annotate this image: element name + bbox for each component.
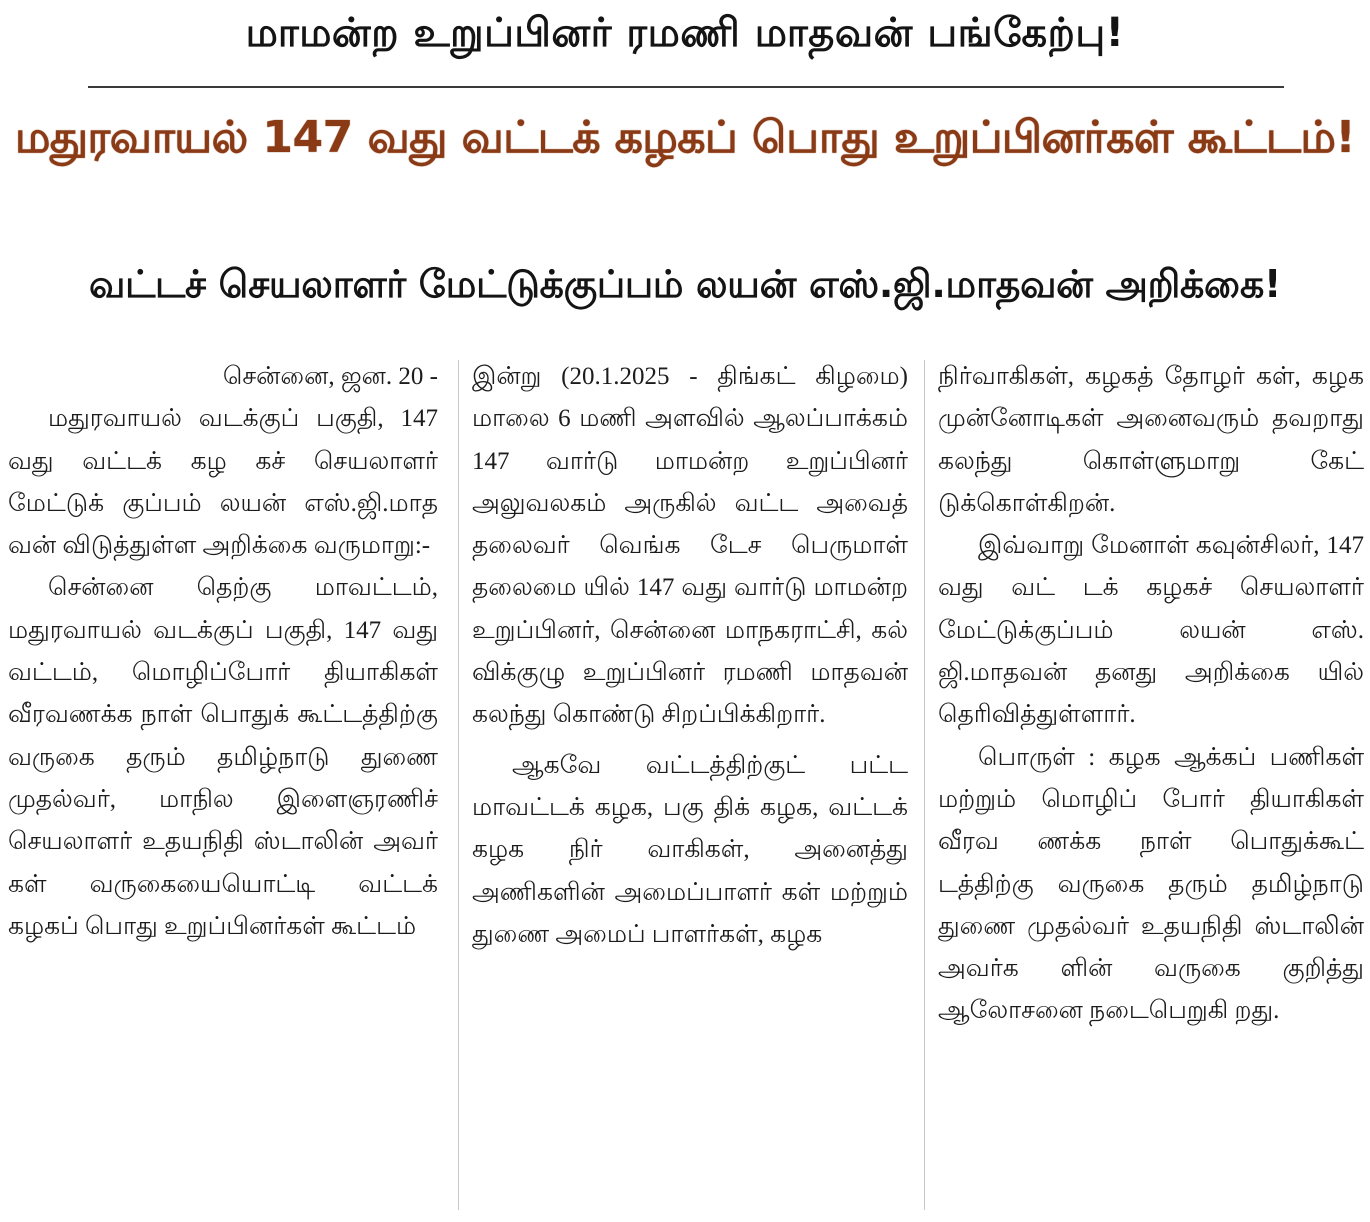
kicker-headline: மாமன்ற உறுப்பினர் ரமணி மாதவன் பங்கேற்பு! (245, 10, 1125, 56)
paragraph: பொருள் : கழக ஆக்கப் பணிகள் மற்றும் மொழிப் போர் தியாகிகள் வீரவ ணக்க நாள் பொதுக்கூட் டத்திற்கு வருகை தரும் தமிழ்நாடு துணை முதல்வர் உதயநிதி ஸ்டாலின் அவர்க ளின் வருகை குறித்து ஆலோசனை நடைபெறுகி றது. (938, 743, 1364, 1025)
column-divider (458, 360, 459, 1210)
paragraph: நிர்வாகிகள், கழகத் தோழர் கள், கழக முன்னோடிகள் அனைவரும் தவறாது கலந்து கொள்ளுமாறு கேட் டுக்கொள்கிறன். (938, 363, 1364, 517)
article-column-2 (472, 356, 908, 1216)
paragraph: மதுரவாயல் வடக்குப் பகுதி, 147 வது வட்டக் கழ கச் செயலாளர் மேட்டுக் குப்பம் லயன் எஸ்.ஜி.மாத வன் விடுத்துள்ள அறிக்கை வருமாறு:- (8, 405, 438, 560)
article-column-1 (8, 356, 438, 1216)
article-column-3 (938, 356, 1364, 1216)
dateline: சென்னை, ஜன. 20 - (222, 363, 438, 390)
paragraph: இன்று (20.1.2025 - திங்கட் கிழமை) மாலை 6 மணி அளவில் ஆலப்பாக்கம் 147 வார்டு மாமன்ற உறுப்பினர் அலுவலகம் அருகில் வட்ட அவைத் தலைவர் வெங்க டேச பெருமாள் தலைமை யில் 147 வது வார்டு மாமன்ற உறுப்பினர், சென்னை மாநகராட்சி, கல் விக்குழு உறுப்பினர் ரமணி மாதவன் கலந்து கொண்டு சிறப்பிக்கிறார். (472, 363, 908, 729)
paragraph: ஆகவே வட்டத்திற்குட் பட்ட மாவட்டக் கழக, பகு திக் கழக, வட்டக் கழக நிர் வாகிகள், அனைத்து அணிகளின் அமைப்பாளர் கள் மற்றும் துணை அமைப் பாளர்கள், கழக (472, 751, 908, 948)
kicker-rule (88, 86, 1284, 88)
sub-headline: வட்டச் செயலாளர் மேட்டுக்குப்பம் லயன் எஸ்.ஜி.மாதவன் அறிக்கை! (89, 262, 1281, 306)
main-headline: மதுரவாயல் 147 வது வட்டக் கழகப் பொது உறுப்பினர்கள் கூட்டம்! (14, 112, 1356, 163)
column-divider (924, 360, 925, 1210)
article-body (8, 356, 1364, 1216)
paragraph: சென்னை தெற்கு மாவட்டம், மதுரவாயல் வடக்குப் பகுதி, 147 வது வட்டம், மொழிப்போர் தியாகிகள் வீரவணக்க நாள் பொதுக் கூட்டத்திற்கு வருகை தரும் தமிழ்நாடு துணை முதல்வர், மாநில இளைஞரணிச் செயலாளர் உதயநிதி ஸ்டாலின் அவர் கள் வருகையையொட்டி வட்டக் கழகப் பொது உறுப்பினர்கள் கூட்டம் (8, 574, 438, 940)
paragraph: இவ்வாறு மேனாள் கவுன்சிலர், 147 வது வட் டக் கழகச் செயலாளர் மேட்டுக்குப்பம் லயன் எஸ். ஜி.மாதவன் தனது அறிக்கை யில் தெரிவித்துள்ளார். (938, 532, 1364, 729)
